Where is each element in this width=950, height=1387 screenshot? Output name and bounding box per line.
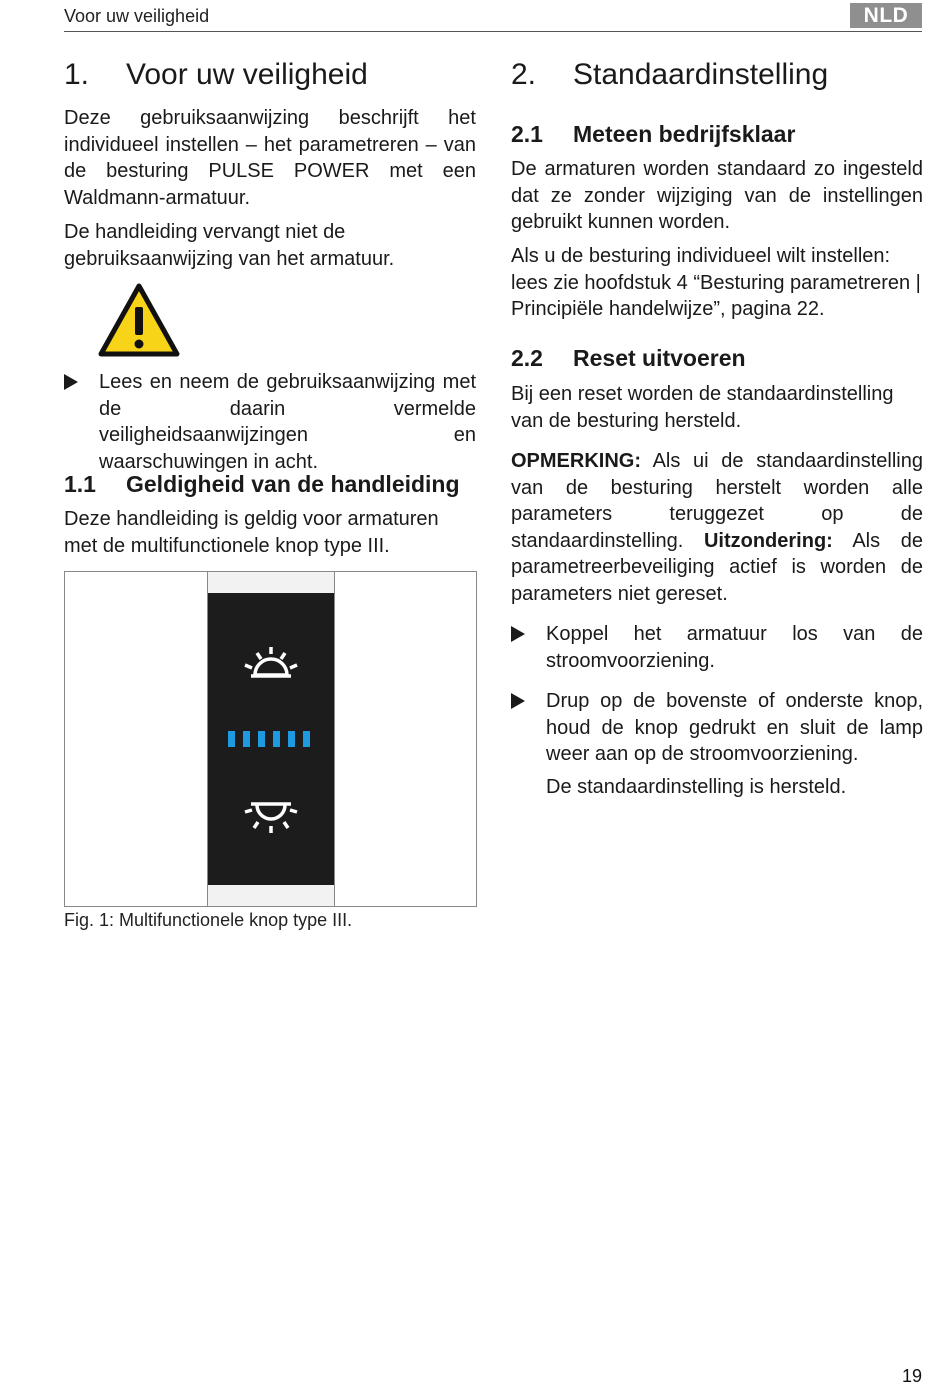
header-rule xyxy=(64,31,922,32)
light-down-icon xyxy=(241,799,301,835)
knob-panel xyxy=(208,593,334,885)
list-item xyxy=(511,688,923,768)
default-paragraph: De armaturen worden standaard zo ingesteld dat ze zonder wijziging van de instellingen gebruikt kunnen worden. xyxy=(511,158,923,233)
result-text: De standaardinstelling is hersteld. xyxy=(546,776,847,798)
arrow-bullet-icon xyxy=(511,621,546,674)
note-paragraph xyxy=(511,448,923,607)
warning-instruction: Lees en neem de gebruiksaanwijzing met de daarin vermelde veiligheidsaanwijzingen en waarschuwingen in acht. xyxy=(99,371,476,473)
arrow-bullet-icon xyxy=(64,369,99,475)
validity-paragraph: Deze handleiding is geldig voor armaturen met de multifunctionele knop type III. xyxy=(64,508,439,557)
section-number: 2. xyxy=(511,58,537,91)
section-title: Meteen bedrijfsklaar xyxy=(573,121,796,147)
section-number: 1. xyxy=(64,58,90,91)
section-2-heading xyxy=(511,58,923,92)
exception-text: Als de parametreerbeveiliging actief is worden de parameters niet gereset. xyxy=(511,529,923,605)
reset-paragraph: Bij een reset worden de standaardinstelling van de besturing hersteld. xyxy=(511,383,894,432)
note-text: Als ui de standaardinstelling van de besturing herstelt worden alle parameters teruggezet op de standaardinstelling. xyxy=(511,450,923,552)
language-badge: NLD xyxy=(850,3,922,28)
section-2-2-heading xyxy=(511,345,923,372)
exception-label: Uitzondering: xyxy=(703,529,833,552)
led-indicator-icon xyxy=(228,731,314,747)
section-1-heading xyxy=(64,58,476,92)
disconnect-instruction: Koppel het armatuur los van de stroomvoorziening. xyxy=(546,623,923,672)
light-up-icon xyxy=(241,645,301,681)
running-header: Voor uw veiligheid xyxy=(64,6,210,26)
section-title: Geldigheid van de handleiding xyxy=(126,471,460,497)
manual-note-paragraph: De handleiding vervangt niet de gebruiksaanwijzing van het armatuur. xyxy=(64,221,395,270)
page-number: 19 xyxy=(901,1366,922,1386)
arrow-bullet-icon xyxy=(511,688,546,768)
section-number: 1.1 xyxy=(64,471,96,497)
intro-paragraph: Deze gebruiksaanwijzing beschrijft het individueel instellen – het parametreren – van de besturing PULSE POWER met een Waldmann-armatuur. xyxy=(64,107,476,209)
warning-triangle-icon xyxy=(98,283,180,362)
section-title: Voor uw veiligheid xyxy=(126,58,368,91)
section-2-1-heading xyxy=(511,121,923,148)
section-1-1-heading xyxy=(64,471,476,498)
list-item xyxy=(64,369,476,475)
list-item xyxy=(511,621,923,674)
section-title: Reset uitvoeren xyxy=(573,345,746,371)
section-number: 2.2 xyxy=(511,345,543,371)
figure-caption: Fig. 1: Multifunctionele knop type III. xyxy=(64,910,353,930)
individual-setting-paragraph: Als u de besturing individueel wilt instellen: lees zie hoofdstuk 4 “Besturing parametreren | Principiële handelwijze”, pagina 22. xyxy=(511,245,921,320)
press-button-instruction: Drup op de bovenste of onderste knop, houd de knop gedrukt en sluit de lamp weer aan op de stroomvoorziening. xyxy=(546,690,923,765)
note-label: OPMERKING: xyxy=(511,450,641,472)
section-title: Standaardinstelling xyxy=(573,58,829,91)
figure-knob xyxy=(64,571,477,907)
section-number: 2.1 xyxy=(511,121,543,147)
knob-strip xyxy=(207,572,335,906)
